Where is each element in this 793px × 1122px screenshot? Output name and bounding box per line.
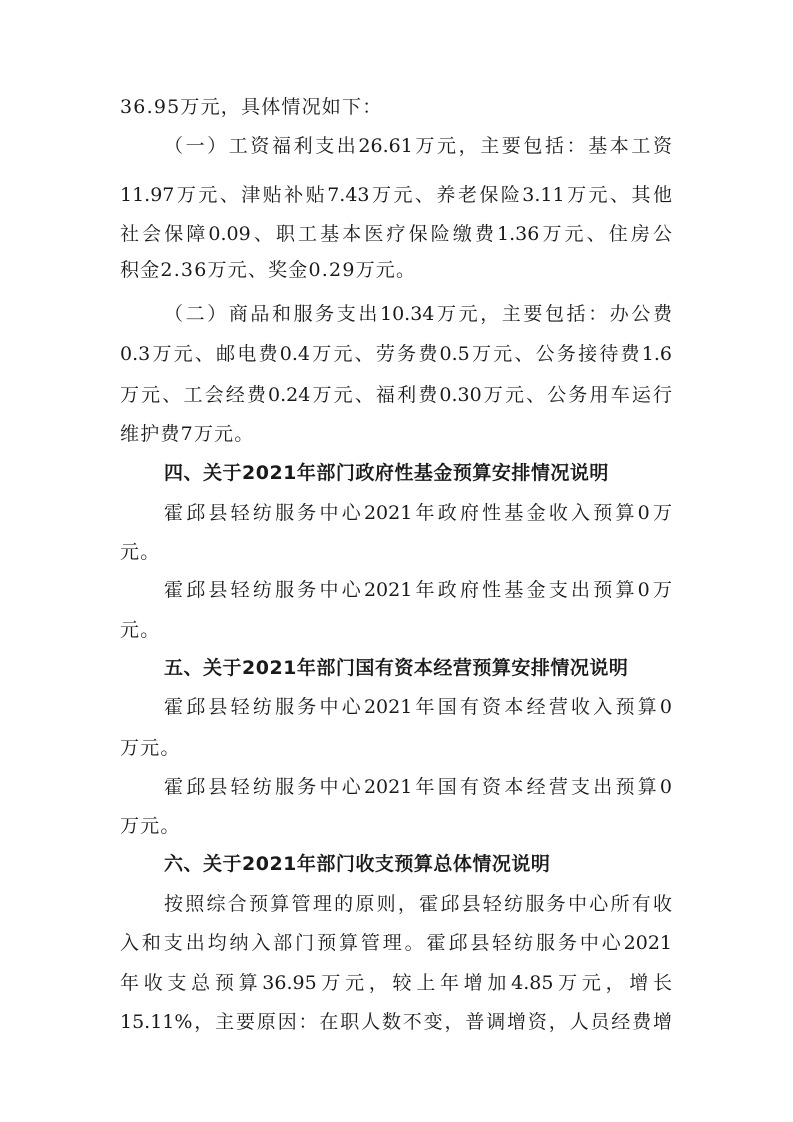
text-line: 36.95万元，具体情况如下： (120, 96, 383, 118)
text-line: 维护费7万元。 (120, 423, 255, 445)
text-line: （二）商品和服务支出10.34万元，主要包括：办公费 (164, 303, 672, 325)
text-line: 积金2.36万元、奖金0.29万元。 (120, 259, 417, 281)
text-line: 元。 (120, 541, 161, 563)
text-line: 社会保障0.09、职工基本医疗保险缴费1.36万元、住房公 (120, 223, 672, 245)
text-line: 0.3万元、邮电费0.4万元、劳务费0.5万元、公务接待费1.6 (120, 343, 672, 365)
text-line: 11.97万元、津贴补贴7.43万元、养老保险3.11万元、其他 (120, 184, 672, 206)
text-line: 万元。 (120, 737, 181, 759)
section-heading: 六、关于2021年部门收支预算总体情况说明 (164, 853, 551, 875)
section-heading: 五、关于2021年部门国有资本经营预算安排情况说明 (164, 657, 629, 679)
text-line: 15.11%，主要原因：在职人数不变，普调增资，人员经费增 (120, 1011, 672, 1033)
text-line: 霍邱县轻纺服务中心2021年国有资本经营支出预算0 (164, 776, 672, 798)
text-line: 霍邱县轻纺服务中心2021年国有资本经营收入预算0 (164, 696, 672, 718)
text-line: （一）工资福利支出26.61万元，主要包括：基本工资 (164, 135, 672, 157)
text-line: 霍邱县轻纺服务中心2021年政府性基金收入预算0万 (164, 502, 672, 524)
text-line: 万元、工会经费0.24万元、福利费0.30万元、公务用车运行 (120, 384, 672, 406)
text-line: 元。 (120, 619, 161, 641)
text-line: 霍邱县轻纺服务中心2021年政府性基金支出预算0万 (164, 579, 672, 601)
text-line: 年收支总预算36.95万元，较上年增加4.85万元，增长 (120, 972, 672, 994)
text-line: 入和支出均纳入部门预算管理。霍邱县轻纺服务中心2021 (120, 932, 672, 954)
text-line: 万元。 (120, 815, 181, 837)
section-heading: 四、关于2021年部门政府性基金预算安排情况说明 (164, 462, 609, 484)
text-line: 按照综合预算管理的原则，霍邱县轻纺服务中心所有收 (164, 893, 672, 915)
